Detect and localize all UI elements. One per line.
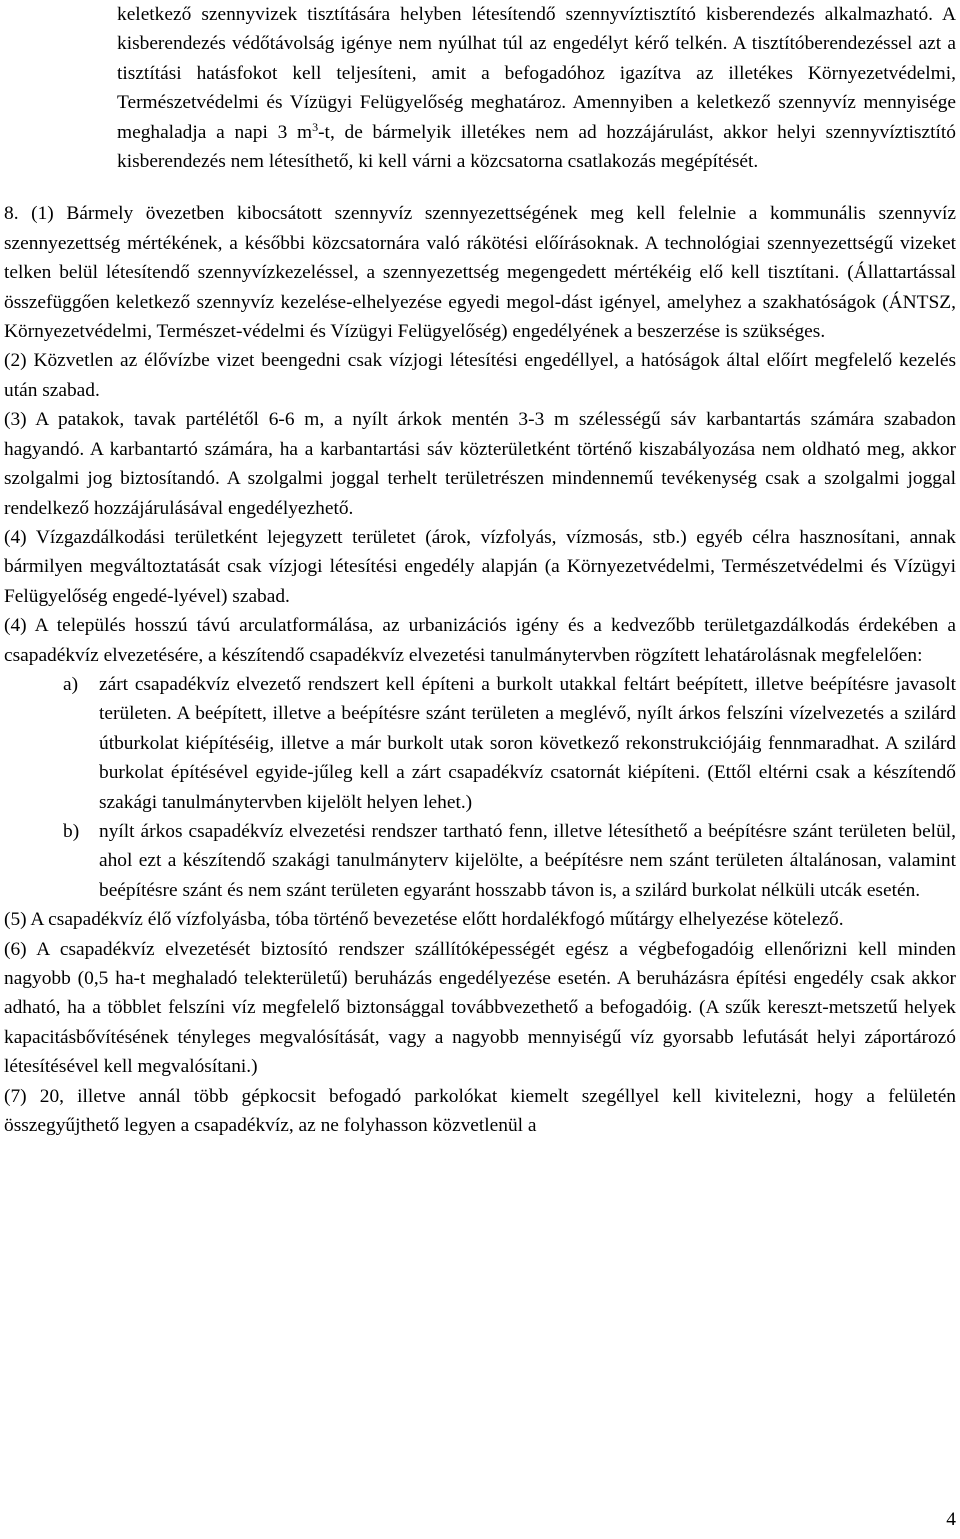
intro-text-end: -t, de bármelyik illetékes nem ad hozzájárulást, akkor helyi szennyvíztisztító kisberendezés nem létesíthető, ki kell várni a közcsatorna csatlakozás megépítését. — [117, 121, 957, 173]
section-8-paragraph-5: (5) A csapadékvíz élő vízfolyásba, tóba történő bevezetése előtt hordalékfogó műtárgy elhelyezése kötelező. — [4, 909, 844, 931]
superscript-exponent: 3 — [312, 119, 319, 134]
intro-text-start: keletkező szennyvizek tisztítására helyben létesítendő szennyvíztisztító kisberendezés alkalmazható. A kisberendezés védőtávolság igénye nem nyúlhat túl az engedélyt kérő telkén. A tisztítóberendezéssel azt a tisztítási hatásfokot kell teljesíteni, amit a befogadóhoz igazítva az illetékes Környezetvédelmi, Természetvédelmi és Vízügyi Felügyelőség meghatároz. Amennyiben a keletkező szennyvíz mennyisége meghaladja a napi 3 m — [117, 4, 956, 143]
lettered-list — [4, 670, 956, 905]
section-8-paragraph-3: (3) A patakok, tavak partélétől 6-6 m, a nyílt árkok mentén 3-3 m szélességű sáv karbantartás számára szabadon hagyandó. A karbantartó számára, ha a karbantartási sáv közterületként történő kiszabályozása nem oldható meg, akkor szolgalmi jog biztosítandó. A szolgalmi joggal terhelt területrészen mindennemű tevékenység csak a szolgalmi joggal rendelkező hozzájárulásával engedélyezhető. — [4, 409, 956, 519]
list-item-text: nyílt árkos csapadékvíz elvezetési rendszer tartható fenn, illetve létesíthető a beépítésre szánt területen belül, ahol ezt a készítendő szakági tanulmányterv kijelölte, a beépítésre nem szánt területen általánosan, valamint beépítésre szánt és nem szánt területen egyaránt hosszabb távon is, a szilárd burkolat nélküli utcák esetén. — [99, 820, 956, 901]
list-item-text: zárt csapadékvíz elvezető rendszert kell építeni a burkolt utakkal feltárt beépített, illetve beépítésre javasolt területen. A beépített, illetve a beépítésre szánt területen a meglévő, nyílt árkos felszíni vízelvezetés a szilárd útburkolat kiépítéséig, illetve a már burkolt utak soron következő rekonstrukciójáig fennmaradhat. A szilárd burkolat építésével egyide-jűleg kell a zárt csapadékvíz csatornát kiépíteni. (Ettől eltérni csak a készítendő szakági tanulmánytervben kijelölt helyen lehet.) — [99, 673, 956, 813]
list-marker: b) — [63, 820, 80, 842]
paragraph-gap — [4, 176, 956, 199]
list-item — [4, 817, 956, 905]
list-marker: a) — [63, 673, 79, 695]
section-8-paragraph-4b: (4) A település hosszú távú arculatformálása, az urbanizációs igény és a kedvezőbb területgazdálkodás érdekében a csapadékvíz elvezetésére, a készítendő csapadékvíz elvezetési tanulmánytervben rögzített lehatárolásnak megfelelően: — [4, 615, 956, 666]
section-8-paragraph-7: (7) 20, illetve annál több gépkocsit befogadó parkolókat kiemelt szegéllyel kell kivitelezni, hogy a felületén összegyűjthető legyen a csapadékvíz, az ne folyhasson közvetlenül a — [4, 1085, 956, 1137]
document-body — [4, 0, 956, 1140]
intro-paragraph — [4, 0, 956, 176]
section-8-paragraph-6: (6) A csapadékvíz elvezetését biztosító rendszer szállítóképességét egész a végbefogadóig ellenőrizni kell minden nagyobb (0,5 ha-t meghaladó telekterületű) beruházás engedélyezése esetén. A beruházásra építési engedély csak akkor adható, ha a többlet felszíni víz megfelelő biztonsággal továbbvezethető a befogadóig. (A szűk kereszt-metszetű helyek kapacitásbővítésének tényleges megvalósítását, vagy a nagyobb mennyiségű víz gyorsabb lefutását helyi záportározó létesítésével kell megvalósítani.) — [4, 938, 956, 1078]
page-number: 4 — [946, 1509, 956, 1530]
section-8-paragraph-1: 8. (1) Bármely övezetben kibocsátott szennyvíz szennyezettségének meg kell felelnie a kommunális szennyvíz szennyezettség mértékének, a későbbi közcsatornára való rákötési előírásoknak. A technológiai szennyezettségű vizeket telken belül létesítendő szennyvízkezeléssel, a szennyezettség megengedett mértékéig elő kell tisztítani. (Állattartással összefüggően keletkező szennyvíz kezelése-elhelyezése egyedi megol-dást igényel, amelyhez a szakhatóságok (ÁNTSZ, Környezetvédelmi, Természet-védelmi és Vízügyi Felügyelőség) engedélyének a beszerzése is szükséges. — [4, 203, 956, 343]
section-8-paragraph-2: (2) Közvetlen az élővízbe vizet beengedni csak vízjogi létesítési engedéllyel, a hatóságok által előírt megfelelő kezelés után szabad. — [4, 350, 956, 401]
section-8-paragraph-4a: (4) Vízgazdálkodási területként lejegyzett területet (árok, vízfolyás, vízmosás, stb.) egyéb célra hasznosítani, annak bármilyen megváltoztatását csak vízjogi létesítési engedély alapján (a Környezetvédelmi, Természetvédelmi és Vízügyi Felügyelőség engedé-lyével) szabad. — [4, 526, 956, 607]
list-item — [4, 670, 956, 817]
